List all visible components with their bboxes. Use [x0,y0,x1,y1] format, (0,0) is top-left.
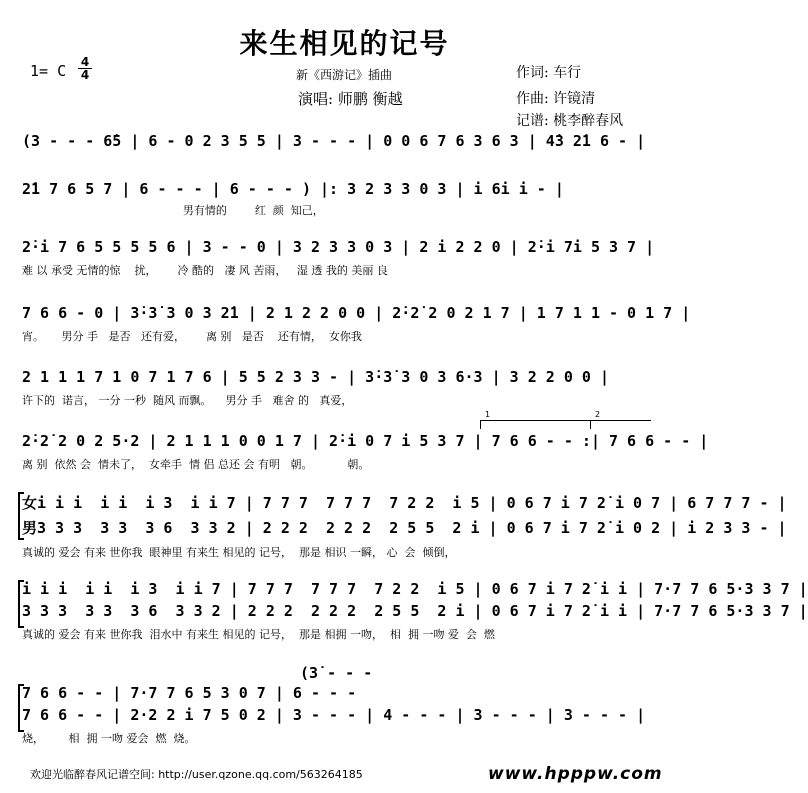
song-source: 新《西游记》插曲 [296,68,393,82]
first-ending-label: 1 [485,410,491,419]
score-system-4 [22,304,691,344]
score-system-6 [22,432,709,472]
key-signature: 1= C [30,62,67,80]
time-signature-bottom: 4 [80,68,90,82]
notation-upper: 女i i i i i i 3 i i 7 | 7 7 7 7 7 7 7 2 2 i 5 | 0 6 7 i 7 2̇ i 0 7 | 6 7 7 7 - | [22,494,787,512]
score-system-5 [22,368,670,408]
notation-line: 7 6 6 - 0 | 3̇·3̇ 3 0 3 2̇1 | 2 1 2 2 0 0 | 2̇·2̇ 2 0 2 1 7 | 1 7 1 1 - 0 1 7 | [22,304,691,322]
composer: 作曲: 许镜清 [516,91,596,107]
notation-lower: 7 6 6 - - | 2·2 2 i 7 5 0 2 | 3 - - - | 4 - - - | 3 - - - | 3 - - - | [22,706,646,724]
score-system-2 [22,180,670,218]
lyrics-line: 许下的 诺言， 一分 一秒 随风 而飘。 男分 手 难舍 的 真爱， [22,394,353,407]
notation-lower: 男3 3 3 3 3 3 6 3 3 2 | 2 2 2 2 2 2 2 5 5 2 i | 0 6 7 i 7 2̇ i 0 2 | i 2 3 3 - | [22,519,787,537]
song-title: 来生相见的记号 [239,27,450,60]
score-system-8 [22,580,808,642]
score-system-3 [22,238,670,278]
notation-line: 2̇1 7 6 5 7 | 6 - - - | 6 - - - ) |: 3 2 3 3 0 3 | i 6i i - | [22,180,564,198]
lyrics-line: 烧， 相 拥 一吻 爱会 燃 烧。 [22,732,196,745]
time-signature-top: 4 [78,56,92,69]
notation-line: 2̇·i 7 6 5 5 5 5 6 | 3 - - 0 | 3 2 3 3 0 3 | 2 i 2 2 0 | 2̇·i 7i 5 3 7 | [22,238,655,256]
first-ending [480,410,591,429]
second-ending-label: 2 [595,410,601,419]
lyrics-line: 离 别 依然 会 情未了， 女牵手 情 侣 总还 会 有明 朝。 朝。 [22,458,370,471]
score-system-9 [22,684,670,746]
lyrics-line: 男有情的 红 颜 知己， [22,204,324,217]
notation-top: (3̇ - - - [300,664,373,682]
second-ending [590,410,651,429]
lyricist: 作词: 车行 [516,65,582,81]
lyrics-line: 真诚的 爱会 有来 世你我 泪水中 有来生 相见的 记号， 那是 相拥 一吻， 相 拥 一吻 爱 会 燃 [22,628,495,641]
lyrics-line: 宵。 男分 手 是否 还有爱， 离 别 是否 还有情， 女你我 [22,330,362,343]
notation-upper: 7 6 6 - - | 7·7 7 6 5 3 0 7 | 6 - - - [22,684,366,702]
score-system-7 [22,492,787,560]
notation-lower: 3 3 3 3 3 3 6 3 3 2 | 2 2 2 2 2 2 2 5 5 2 i | 0 6 7 i 7 2̇ i i | 7·7 7 6 5·3 3 7 | [22,602,808,620]
score-system-1 [22,132,670,150]
transcriber: 记谱: 桃李醉春风 [516,113,624,129]
lyrics-line: 真诚的 爱会 有来 世你我 眼神里 有来生 相见的 记号， 那是 相识 一瞬， 心 会 倾倒， [22,546,456,559]
lyrics-line: 难 以 承受 无情的惊 扰， 冷 酷的 凄 风 苦雨， 湿 透 我的 美丽 良 [22,264,388,277]
notation-line: (3 - - - 6̇5 | 6 - 0 2 3 5 5 | 3 - - - | 0 0 6 7 6 3 6 3 | 4̇3 2̇1 6 - | [22,132,646,150]
time-signature [78,56,92,81]
site-logo: www.hpppw.com [488,764,663,784]
notation-line: 2̇·2̇ 2 0 2 5·2 | 2 1 1 1 0 0 1 7 | 2̇·i 0 7 i 5 3 7 | 7 6 6 - - :| 7 6 6 - - | [22,432,709,450]
notation-upper: i i i i i i 3 i i 7 | 7 7 7 7 7 7 7 2 2 i 5 | 0 6 7 i 7 2̇ i i | 7·7 7 6 5·3 3 7 | [22,580,808,598]
footer-text: 欢迎光临醉春风记谱空间: http://user.qzone.qq.com/563264185 [30,768,363,781]
notation-line: 2 1 1 1 7 1 0 7 1 7 6 | 5 5 2 3 3 - | 3̇·3̇ 3 0 3 6·3 | 3 2 2 0 0 | [22,368,609,386]
singers: 演唱: 师鹏 衡越 [298,90,403,108]
